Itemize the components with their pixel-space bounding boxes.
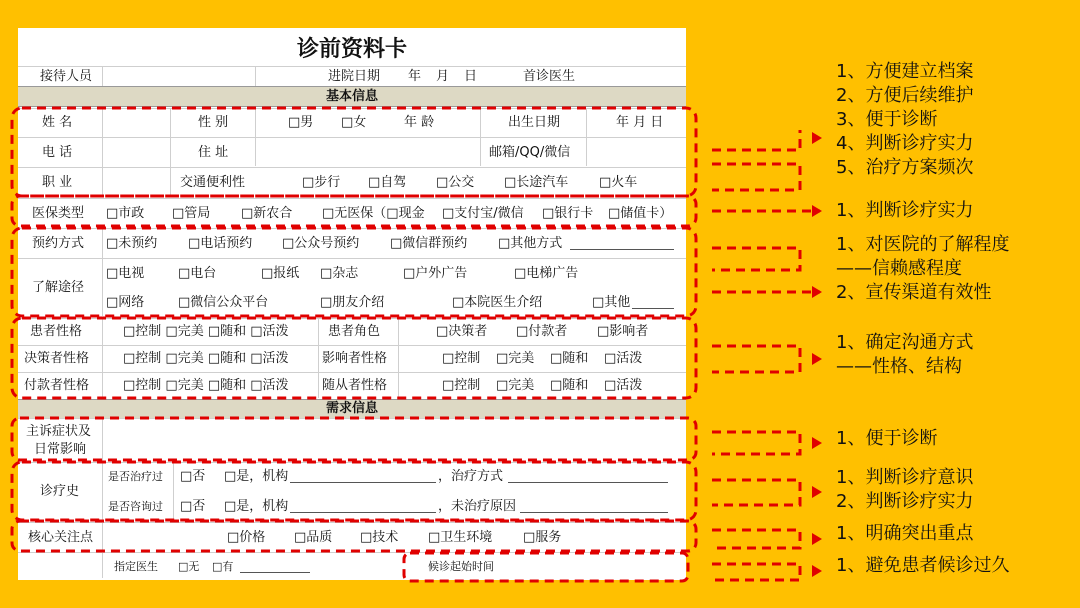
- source-newspaper[interactable]: □报纸: [261, 266, 300, 281]
- transport-bus[interactable]: □公交: [436, 175, 475, 190]
- source-web[interactable]: □网络: [106, 295, 145, 310]
- appt-wechat-group[interactable]: □微信群预约: [390, 236, 468, 251]
- phone-label: 电 话: [42, 145, 73, 160]
- visit-date-label: 进院日期: [328, 69, 381, 84]
- no-treat-reason-label: ，未治疗原因: [438, 499, 517, 514]
- email-label: 邮箱/QQ/微信: [489, 145, 571, 160]
- card-title: 诊前资料卡: [296, 37, 407, 62]
- influencer-trait-3[interactable]: □随和: [550, 351, 589, 366]
- job-label: 职 业: [42, 175, 73, 190]
- receptionist-label: 接待人员: [40, 69, 93, 84]
- dashed-box-focus: [12, 521, 696, 551]
- consulted-yes[interactable]: □是，机构: [224, 499, 289, 514]
- transport-train[interactable]: □火车: [599, 175, 638, 190]
- role-payer[interactable]: □付款者: [516, 324, 568, 339]
- influencer-trait-4[interactable]: □活泼: [604, 351, 643, 366]
- source-elevator[interactable]: □电梯广告: [514, 266, 579, 281]
- arrow-5: [712, 432, 800, 454]
- arrow-7: [712, 530, 800, 548]
- day-label: 日: [464, 69, 478, 84]
- consulted-label: 是否咨询过: [108, 500, 163, 513]
- role-influencer[interactable]: □影响者: [597, 324, 649, 339]
- follower-personality-label: 随从者性格: [322, 378, 388, 393]
- transport-coach[interactable]: □长途汽车: [504, 175, 569, 190]
- appt-official[interactable]: □公众号预约: [282, 236, 360, 251]
- source-magazine[interactable]: □杂志: [320, 266, 359, 281]
- complaint-label-1: 主诉症状及: [26, 424, 92, 439]
- note-group-source: 1、对医院的了解程度 ——信赖感程度 2、宣传渠道有效性: [836, 234, 1010, 303]
- note-group-complaint: 1、便于诊断: [836, 428, 938, 449]
- arrow-6: [712, 480, 800, 505]
- decider-personality-label: 决策者性格: [24, 351, 90, 366]
- transport-drive[interactable]: □自驾: [368, 175, 407, 190]
- needs-section: 需求信息: [18, 399, 686, 419]
- dashed-box-complaint: [12, 418, 696, 460]
- note-group-personality: 1、确定沟通方式 ——性格、结构: [836, 332, 974, 377]
- wait-time-label: 候诊起始时间: [428, 560, 494, 573]
- follower-trait-3[interactable]: □随和: [550, 378, 589, 393]
- treated-no[interactable]: □否: [180, 469, 206, 484]
- year-label: 年: [408, 69, 422, 84]
- birth-ymd: 年 月 日: [616, 115, 664, 130]
- arrow-1: [712, 130, 800, 150]
- focus-service[interactable]: □服务: [523, 530, 562, 545]
- role-decider[interactable]: □决策者: [436, 324, 488, 339]
- address-label: 住 址: [198, 145, 229, 160]
- basic-info-section: 基本信息: [18, 86, 686, 107]
- payer-traits[interactable]: □控制 □完美 □随和 □活泼: [123, 378, 289, 393]
- dashed-box-basic: [12, 108, 696, 196]
- complaint-label-2: 日常影响: [34, 442, 87, 457]
- note-group-basic: 1、方便建立档案 2、方便后续维护 3、便于诊断 4、判断诊疗实力 5、治疗方案频次: [836, 61, 974, 178]
- appointment-label: 预约方式: [32, 236, 85, 251]
- transport-label: 交通便利性: [180, 175, 246, 190]
- appt-none[interactable]: □未预约: [106, 236, 158, 251]
- note-group-history: 1、判断诊疗意识 2、判断诊疗实力: [836, 467, 974, 512]
- influencer-trait-2[interactable]: □完美: [496, 351, 535, 366]
- insurance-opt-7[interactable]: □储值卡）: [608, 206, 673, 221]
- note-group-focus: 1、明确突出重点: [836, 523, 974, 544]
- doctor-has[interactable]: □有: [212, 560, 234, 573]
- arrow-1b: [712, 164, 800, 190]
- source-label: 了解途径: [32, 280, 85, 295]
- male-checkbox[interactable]: □男: [288, 115, 314, 130]
- dashed-box-personality: [12, 318, 696, 398]
- insurance-opt-6[interactable]: □银行卡: [542, 206, 594, 221]
- insurance-opt-2[interactable]: □管局: [172, 206, 211, 221]
- payer-personality-label: 付款者性格: [24, 378, 90, 393]
- patient-traits[interactable]: □控制 □完美 □随和 □活泼: [123, 324, 289, 339]
- note-group-insurance: 1、判断诊疗实力: [836, 200, 974, 221]
- history-label: 诊疗史: [40, 484, 80, 499]
- birth-label: 出生日期: [508, 115, 561, 130]
- consulted-no[interactable]: □否: [180, 499, 206, 514]
- age-label: 年 龄: [404, 115, 435, 130]
- dashed-box-insurance: [12, 196, 696, 226]
- patient-role-label: 患者角色: [328, 324, 381, 339]
- doctor-label: 指定医生: [114, 560, 158, 573]
- insurance-opt-5[interactable]: □支付宝/微信: [442, 206, 524, 221]
- follower-trait-1[interactable]: □控制: [442, 378, 481, 393]
- female-checkbox[interactable]: □女: [341, 115, 367, 130]
- insurance-opt-3[interactable]: □新农合: [241, 206, 293, 221]
- source-tv[interactable]: □电视: [106, 266, 145, 281]
- focus-hygiene[interactable]: □卫生环境: [428, 530, 493, 545]
- focus-quality[interactable]: □品质: [294, 530, 333, 545]
- note-group-wait: 1、避免患者候诊过久: [836, 555, 1010, 576]
- source-other[interactable]: □其他: [592, 295, 631, 310]
- month-label: 月: [436, 69, 450, 84]
- source-friend[interactable]: □朋友介绍: [320, 295, 385, 310]
- dashed-box-wait: [404, 553, 688, 581]
- gender-label: 性 别: [198, 115, 229, 130]
- decider-traits[interactable]: □控制 □完美 □随和 □活泼: [123, 351, 289, 366]
- treated-yes[interactable]: □是，机构: [224, 469, 289, 484]
- focus-label: 核心关注点: [28, 530, 94, 545]
- arrow-4: [712, 346, 800, 372]
- transport-walk[interactable]: □步行: [302, 175, 341, 190]
- source-doctor[interactable]: □本院医生介绍: [452, 295, 543, 310]
- influencer-trait-1[interactable]: □控制: [442, 351, 481, 366]
- insurance-opt-1[interactable]: □市政: [106, 206, 145, 221]
- focus-price[interactable]: □价格: [227, 530, 266, 545]
- arrow-3: [712, 248, 800, 270]
- patient-personality-label: 患者性格: [30, 324, 83, 339]
- source-outdoor[interactable]: □户外广告: [403, 266, 468, 281]
- doctor-none[interactable]: □无: [178, 560, 200, 573]
- influencer-personality-label: 影响者性格: [322, 351, 388, 366]
- follower-trait-4[interactable]: □活泼: [604, 378, 643, 393]
- follower-trait-2[interactable]: □完美: [496, 378, 535, 393]
- focus-tech[interactable]: □技术: [360, 530, 399, 545]
- arrow-8: [712, 564, 800, 580]
- source-wechat-official[interactable]: □微信公众平台: [178, 295, 269, 310]
- first-doctor-label: 首诊医生: [523, 69, 576, 84]
- insurance-label: 医保类型: [32, 206, 85, 221]
- dashed-box-history: [12, 462, 696, 520]
- source-radio[interactable]: □电台: [178, 266, 217, 281]
- dashed-box-source: [12, 228, 696, 316]
- treat-method-label: ，治疗方式: [438, 469, 504, 484]
- treated-label: 是否治疗过: [108, 470, 163, 483]
- appt-phone[interactable]: □电话预约: [188, 236, 253, 251]
- appt-other[interactable]: □其他方式: [498, 236, 563, 251]
- insurance-opt-4[interactable]: □无医保（□现金: [322, 206, 425, 221]
- name-label: 姓 名: [42, 115, 73, 130]
